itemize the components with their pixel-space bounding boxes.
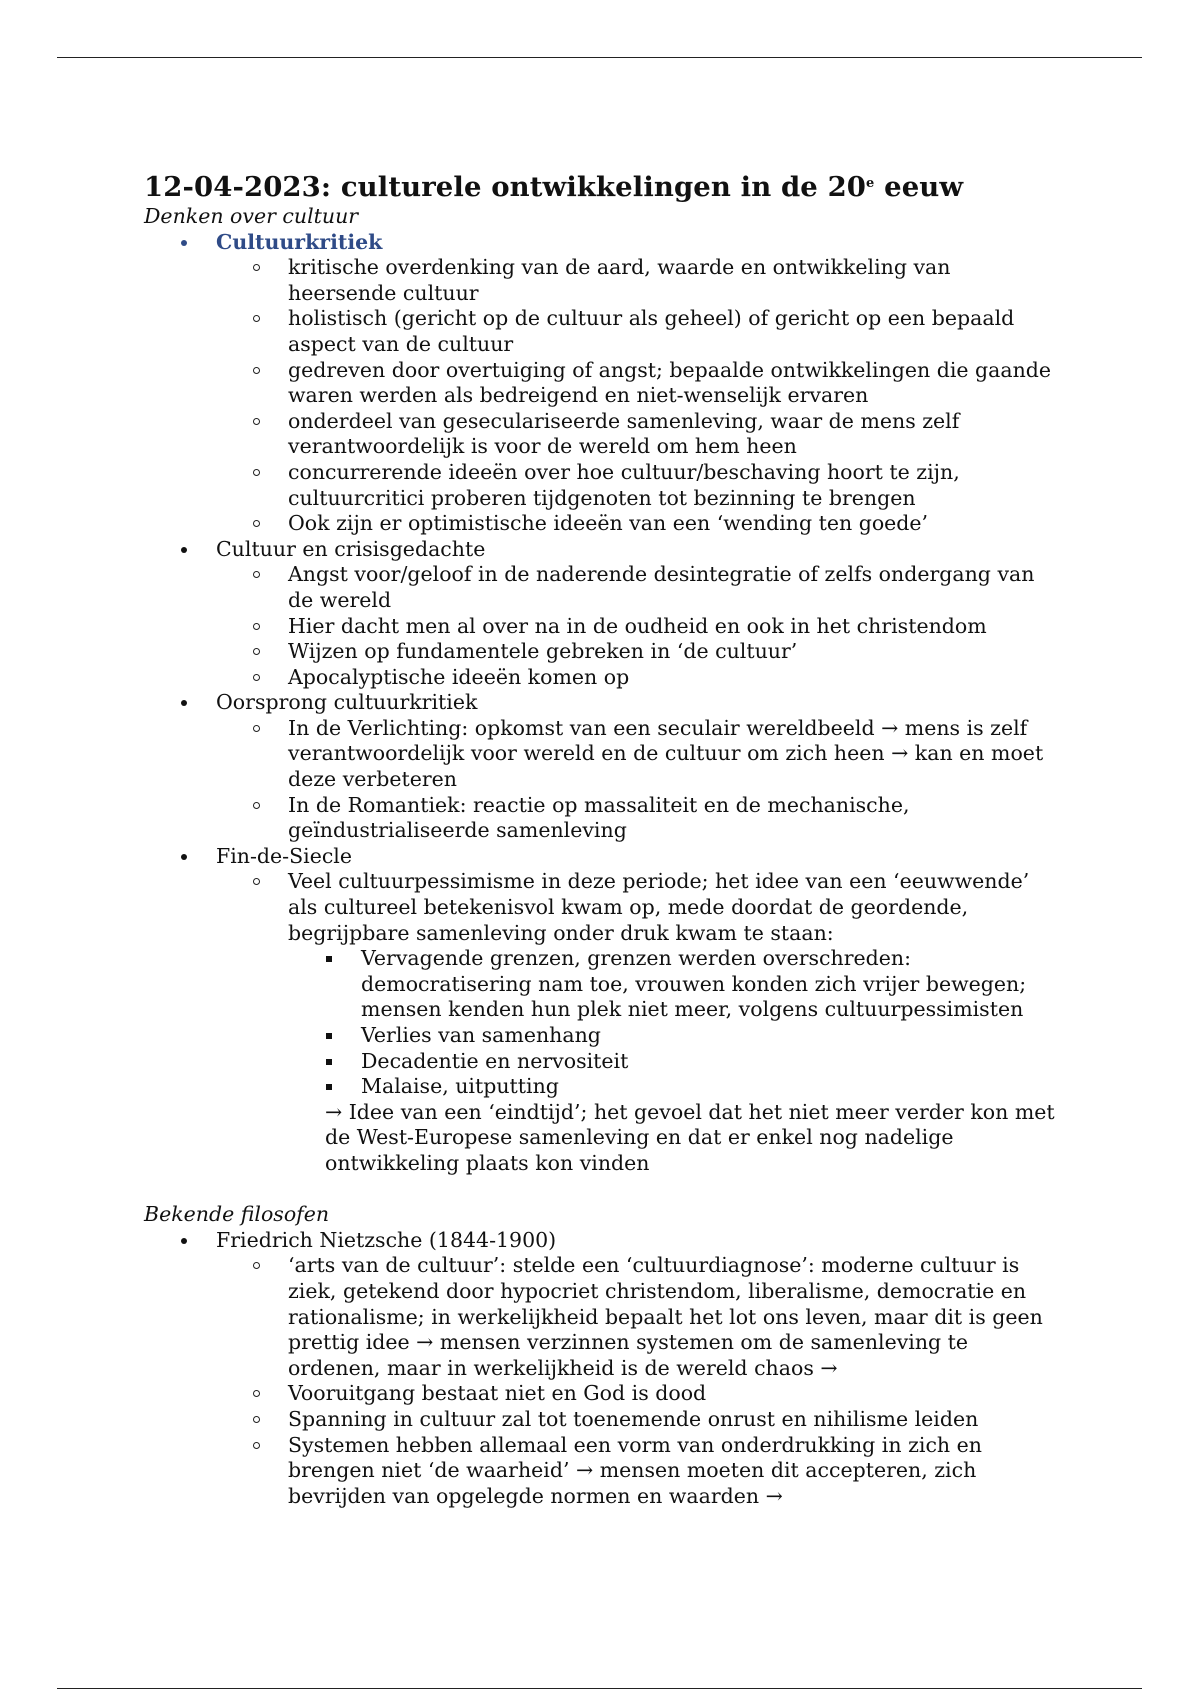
page-title	[144, 168, 1064, 203]
list-item	[144, 511, 1064, 537]
point-text: In de Verlichting: opkomst van een seculair wereldbeeld → mens is zelf verantwoordelijk voor wereld en de cultuur om zich heen → kan en moet deze verbeteren	[288, 715, 1044, 792]
point-text: concurrerende ideeën over hoe cultuur/beschaving hoort te zijn, cultuurcritici proberen tijdgenoten tot bezinning te brengen	[288, 459, 960, 510]
bullet-circle-icon	[253, 469, 260, 476]
point-text: In de Romantiek: reactie op massaliteit en de mechanische, geïndustrialiseerde samenleving	[288, 792, 910, 843]
list-item	[144, 1253, 1064, 1381]
subpoint-text: Vervagende grenzen, grenzen werden overschreden: democratisering nam toe, vrouwen konden zich vrijer bewegen; mensen kenden hun plek niet meer, volgens cultuurpessimisten	[361, 946, 1027, 1022]
topic-item	[144, 1228, 1064, 1254]
subpoint-text: Decadentie en nervositeit	[361, 1048, 629, 1073]
point-text: kritische overdenking van de aard, waarde en ontwikkeling van heersende cultuur	[288, 255, 951, 305]
point-text: Vooruitgang bestaat niet en God is dood	[288, 1381, 707, 1406]
bullet-circle-icon	[253, 315, 260, 322]
list-item	[144, 614, 1064, 640]
section-heading: Denken over cultuur	[144, 204, 359, 228]
conclusion-text: → Idee van een ‘eindtijd’; het gevoel dat het niet meer verder kon met de West-Europese samenleving en dat er enkel nog nadelige ontwikkeling plaats kon vinden	[325, 1099, 1055, 1175]
list-item	[144, 358, 1064, 409]
list-item	[144, 869, 1064, 946]
point-text: Apocalyptische ideeën komen op	[288, 664, 630, 689]
point-text: Wijzen op fundamentele gebreken in ‘de cultuur’	[288, 639, 798, 664]
sub-list-item	[144, 946, 1064, 1023]
header-rule	[57, 57, 1142, 58]
bullet-circle-icon	[253, 1390, 260, 1397]
bullet-circle-icon	[253, 571, 260, 578]
document-body	[144, 168, 1064, 1509]
point-text: Systemen hebben allemaal een vorm van onderdrukking in zich en brengen niet ‘de waarheid’ → mensen moeten dit accepteren, zich bevrijden van opgelegde normen en waarden →	[288, 1432, 982, 1508]
bullet-dot-icon	[181, 240, 187, 246]
list-item	[144, 639, 1064, 665]
list-item	[144, 1407, 1064, 1433]
point-text: ‘arts van de cultuur’: stelde een ‘cultuurdiagnose’: moderne cultuur is ziek, getekend door hypocriet christendom, liberalisme, democratie en rationalisme; in werkelijkheid bepaalt het lot ons leven, maar dit is geen prettig idee → mensen verzinnen systemen om de samenleving te ordenen, maar in werkelijkheid is de wereld chaos →	[288, 1253, 1043, 1380]
list-item	[144, 562, 1064, 613]
list-item	[144, 460, 1064, 511]
section-heading: Bekende filosofen	[144, 1202, 330, 1227]
point-text: onderdeel van geseculariseerde samenleving, waar de mens zelf verantwoordelijk is voor de wereld om hem heen	[288, 408, 960, 459]
bullet-square-icon	[326, 1059, 332, 1065]
point-text: Hier dacht men al over na in de oudheid en ook in het christendom	[288, 613, 987, 638]
footer-rule	[57, 1688, 1142, 1689]
list-item	[144, 409, 1064, 460]
bullet-circle-icon	[253, 1442, 260, 1449]
subpoint-text: Malaise, uitputting	[361, 1074, 559, 1099]
topic-label: Oorsprong cultuurkritiek	[216, 690, 478, 715]
subpoint-text: Verlies van samenhang	[361, 1023, 601, 1047]
bullet-circle-icon	[253, 725, 260, 732]
point-text: Spanning in cultuur zal tot toenemende onrust en nihilisme leiden	[288, 1406, 979, 1431]
spacer	[144, 1177, 1064, 1203]
point-text: Ook zijn er optimistische ideeën van een ‘wending ten goede’	[288, 511, 929, 536]
topic-item	[144, 844, 1064, 870]
list-item	[144, 665, 1064, 691]
sub-list-item	[144, 1049, 1064, 1075]
bullet-dot-icon	[181, 1238, 187, 1244]
point-text: Veel cultuurpessimisme in deze periode; het idee van een ‘eeuwwende’ als cultureel betekenisvol kwam op, mede doordat de geordende, begrijpbare samenleving onder druk kwam te staan:	[288, 869, 1030, 945]
title-text: 12-04-2023: culturele ontwikkelingen in de 20	[144, 171, 867, 203]
topic-label: Fin-de-Siecle	[216, 843, 352, 868]
bullet-dot-icon	[181, 700, 187, 706]
bullet-circle-icon	[253, 648, 260, 655]
bullet-circle-icon	[253, 1416, 260, 1423]
bullet-circle-icon	[253, 367, 260, 374]
bullet-circle-icon	[253, 418, 260, 425]
bullet-square-icon	[326, 956, 332, 962]
point-text: Angst voor/geloof in de naderende desintegratie of zelfs ondergang van de wereld	[288, 562, 1035, 612]
topic-item	[144, 230, 1064, 256]
list-item	[144, 793, 1064, 844]
point-text: holistisch (gericht op de cultuur als geheel) of gericht op een bepaald aspect van de cultuur	[288, 306, 1015, 356]
topic-label: Cultuur en crisisgedachte	[216, 536, 486, 561]
title-superscript: e	[866, 176, 875, 191]
list-item	[144, 306, 1064, 357]
sub-list-item	[144, 1074, 1064, 1100]
sub-list-item	[144, 1023, 1064, 1049]
bullet-circle-icon	[253, 802, 260, 809]
bullet-circle-icon	[253, 1262, 260, 1269]
bullet-circle-icon	[253, 623, 260, 630]
bullet-circle-icon	[253, 520, 260, 527]
bullet-dot-icon	[181, 547, 187, 553]
point-text: gedreven door overtuiging of angst; bepaalde ontwikkelingen die gaande waren werden als bedreigend en niet-wenselijk ervaren	[288, 357, 1052, 408]
title-end: eeuw	[874, 171, 964, 203]
bullet-square-icon	[326, 1084, 332, 1090]
bullet-circle-icon	[253, 674, 260, 681]
list-item	[144, 716, 1064, 793]
topic-label: Friedrich Nietzsche (1844-1900)	[216, 1227, 557, 1252]
topic-item	[144, 537, 1064, 563]
topic-item	[144, 690, 1064, 716]
list-item	[144, 255, 1064, 306]
list-item	[144, 1433, 1064, 1510]
bullet-circle-icon	[253, 878, 260, 885]
topic-label: Cultuurkritiek	[216, 229, 383, 254]
list-item	[144, 1381, 1064, 1407]
bullet-dot-icon	[181, 854, 187, 860]
bullet-square-icon	[326, 1033, 332, 1039]
bullet-circle-icon	[253, 264, 260, 271]
